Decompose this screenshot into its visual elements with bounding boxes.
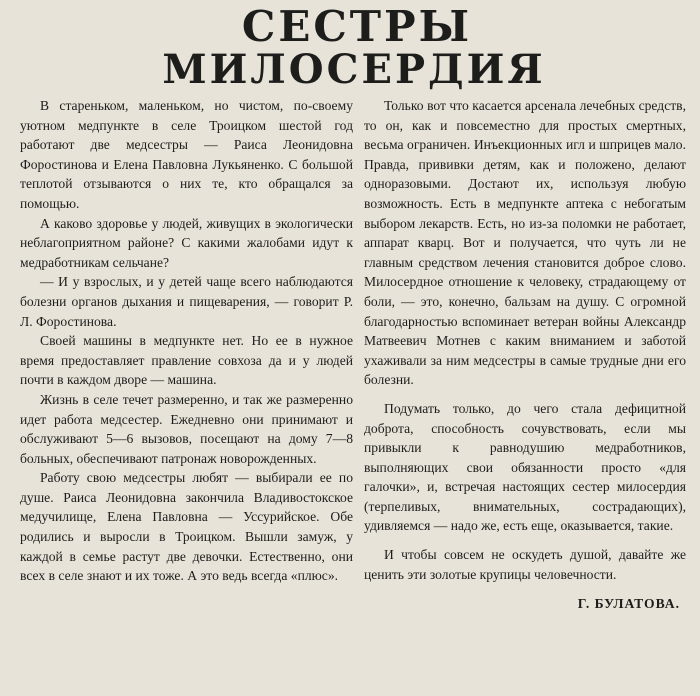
paragraph: Работу свою медсестры любят — выбирали ее по душе. Раиса Леонидовна закончила Владивостокское медучилище, Елена Павловна — Уссурийское. Обе родились и выросли в Троицком. Вышли замуж, у каждой в семье растут две девочки. Естественно, они всех в селе знают и их тоже. А это ведь всегда «плюс».	[20, 470, 353, 584]
article-columns	[20, 96, 686, 614]
headline-line-1: СЕСТРЫ	[241, 2, 473, 51]
headline-line-2: МИЛОСЕРДИЯ	[162, 46, 546, 93]
paragraph: — И у взрослых, и у детей чаще всего наблюдаются болезни органов дыхания и пищеварения, — говорит Р. Л. Форостинова.	[20, 274, 353, 329]
paragraph: Только вот что касается арсенала лечебных средств, то он, как и повсеместно для простых смертных, весьма ограничен. Инъекционных игл и шприцев мало. Правда, прививки детям, как и положено, делают одноразовыми. Достают их, используя любую возможность. Есть в медпункте аптека с небогатым выбором лекарств. Есть, но из-за поломки не работает, аппарат кварц. Вот и получается, что чуть ли не главным средством лечения становится доброе слово. Милосердное отношение к человеку, страдающему от боли, — это, конечно, бальзам на душу. С огромной благодарностью вспоминает ветеран войны Александр Матвеевич Мотнев с каким вниманием и заботой ухаживали за ним медсестры в самые трудные дни его болезни.	[364, 98, 686, 388]
paragraph: Жизнь в селе течет размеренно, и так же размеренно идет работа медсестер. Ежедневно они принимают и обслуживают 5—6 вызовов, посещают на дому 7—8 больных, обеспечивают патронаж новорожденных.	[20, 391, 353, 466]
paragraph: В стареньком, маленьком, но чистом, по-своему уютном медпункте в селе Троицком шестой год работают две медсестры — Раиса Леонидовна Форостинова и Елена Павловна Лукьяненко. С большой теплотой отзываются о них те, кто обращался за помощью.	[20, 98, 353, 211]
paragraph: И чтобы совсем не оскудеть душой, давайте же ценить эти золотые крупицы человечности.	[364, 547, 686, 582]
article-left-column	[20, 96, 353, 614]
paragraph: Своей машины в медпункте нет. Но ее в нужное время предоставляет правление совхоза да и у людей почти в каждом дворе — машина.	[20, 333, 353, 388]
paragraph: Подумать только, до чего стала дефицитной доброта, способность сочувствовать, если мы привыкли к равнодушию медработников, выполняющих свои обязанности просто «для галочки», и, встречая настоящих сестер милосердия (терпеливых, внимательных, сострадающих), удивляемся — надо же, есть еще, оказывается, такие.	[364, 400, 686, 534]
article-right-column	[364, 96, 686, 614]
author-signature: Г. БУЛАТОВА.	[577, 596, 680, 612]
paragraph: А каково здоровье у людей, живущих в экологически неблагоприятном районе? С какими жалобами идут к медработникам сельчане?	[20, 215, 353, 270]
